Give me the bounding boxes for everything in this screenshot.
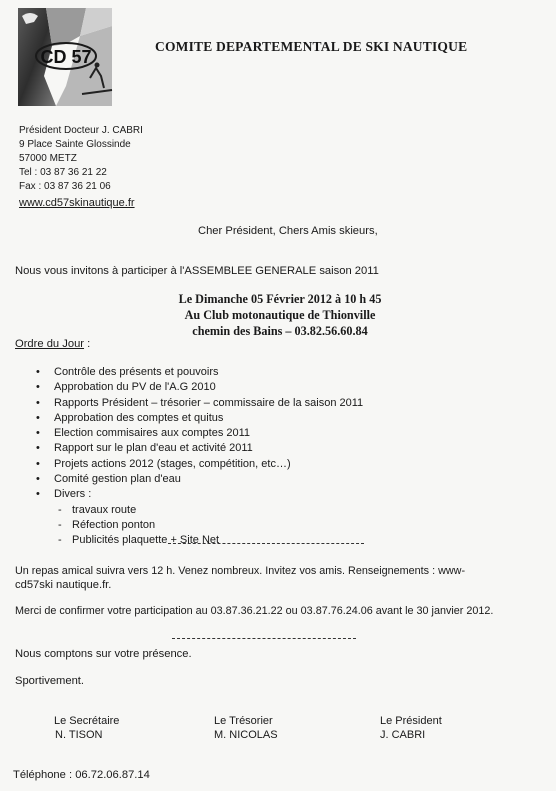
logo	[16, 6, 114, 110]
signature-secretary	[54, 714, 119, 742]
bullet-icon: •	[36, 411, 40, 424]
signature-name: J. CABRI	[380, 729, 426, 741]
list-item: • Rapport sur le plan d'eau et activité 2011	[36, 441, 363, 456]
sub-list-item: - Publicités plaquette + Site Net	[54, 533, 363, 548]
agenda-title	[15, 338, 90, 350]
salutation: Cher Président, Chers Amis skieurs,	[198, 225, 378, 237]
agenda-title-colon: :	[84, 338, 91, 350]
footer-telephone: Téléphone : 06.72.06.87.14	[13, 769, 150, 781]
signature-role: Le Secrétaire	[54, 715, 120, 727]
confirm-line: Merci de confirmer votre participation au 03.87.36.21.22 ou 03.87.76.24.06 avant le 30 janvier 2012.	[15, 605, 494, 617]
bullet-icon: •	[36, 442, 40, 455]
meal-line-2: cd57ski nautique.fr.	[15, 579, 112, 591]
bullet-icon: •	[36, 396, 40, 409]
list-item: • Election commisaires aux comptes 2011	[36, 426, 363, 441]
dash-icon: -	[58, 503, 62, 516]
signature-president	[380, 714, 442, 742]
signature-treasurer	[214, 714, 278, 742]
invitation-line: Nous vous invitons à participer à l'ASSEMBLEE GENERALE saison 2011	[15, 265, 379, 277]
list-item: • Contrôle des présents et pouvoirs	[36, 365, 363, 380]
bullet-icon: •	[36, 366, 40, 378]
list-item: • Comité gestion plan d'eau	[36, 472, 363, 487]
agenda-title-text: Ordre du Jour	[15, 338, 85, 350]
divers-list	[54, 503, 363, 549]
tel-line: Tel : 03 87 36 21 22	[19, 167, 107, 178]
signature-role: Le Trésorier	[214, 715, 273, 727]
dash-icon: -	[58, 534, 62, 547]
address-line-2: 57000 METZ	[19, 153, 77, 164]
dash-icon: -	[58, 518, 62, 531]
list-item: • Approbation des comptes et quitus	[36, 411, 363, 426]
page-title: COMITE DEPARTEMENTAL DE SKI NAUTIQUE	[155, 39, 468, 54]
water-skier-icon	[16, 6, 114, 110]
logo-text: CD 57	[40, 47, 92, 67]
meal-line-1: Un repas amical suivra vers 12 h. Venez nombreux. Invitez vos amis. Renseignements : www-	[15, 565, 466, 577]
meeting-address: chemin des Bains – 03.82.56.60.84	[192, 324, 368, 338]
signature-role: Le Président	[380, 715, 442, 727]
separator-line	[172, 638, 356, 639]
contact-block	[19, 124, 143, 210]
sub-list-item: - Réfection ponton	[54, 518, 363, 533]
separator-line	[168, 543, 364, 544]
meeting-place: Au Club motonautique de Thionville	[184, 308, 376, 322]
list-item: • Approbation du PV de l'A.G 2010	[36, 380, 363, 395]
bullet-icon: •	[36, 457, 40, 470]
bullet-icon: •	[36, 473, 40, 486]
sub-list-item: - travaux route	[54, 503, 363, 518]
fax-line: Fax : 03 87 36 21 06	[19, 181, 111, 192]
list-item: • Divers : - travaux route - Réfection ponton - Publicités plaquette + Site Net	[36, 487, 363, 548]
president-line: Président Docteur J. CABRI	[19, 125, 143, 136]
meeting-date: Le Dimanche 05 Février 2012 à 10 h 45	[178, 292, 382, 306]
closing-line: Sportivement.	[15, 675, 85, 687]
presence-line: Nous comptons sur votre présence.	[15, 648, 192, 660]
list-item: • Projets actions 2012 (stages, compétition, etc…)	[36, 457, 363, 472]
bullet-icon: •	[36, 381, 40, 394]
list-item: • Rapports Président – trésorier – commissaire de la saison 2011	[36, 396, 363, 411]
signature-name: N. TISON	[55, 729, 103, 741]
website-link[interactable]: www.cd57skinautique.fr	[19, 197, 135, 209]
bullet-icon: •	[36, 427, 40, 440]
address-line-1: 9 Place Sainte Glossinde	[19, 139, 131, 150]
signature-name: M. NICOLAS	[214, 729, 278, 741]
agenda-list	[36, 365, 363, 549]
bullet-icon: •	[36, 488, 40, 501]
